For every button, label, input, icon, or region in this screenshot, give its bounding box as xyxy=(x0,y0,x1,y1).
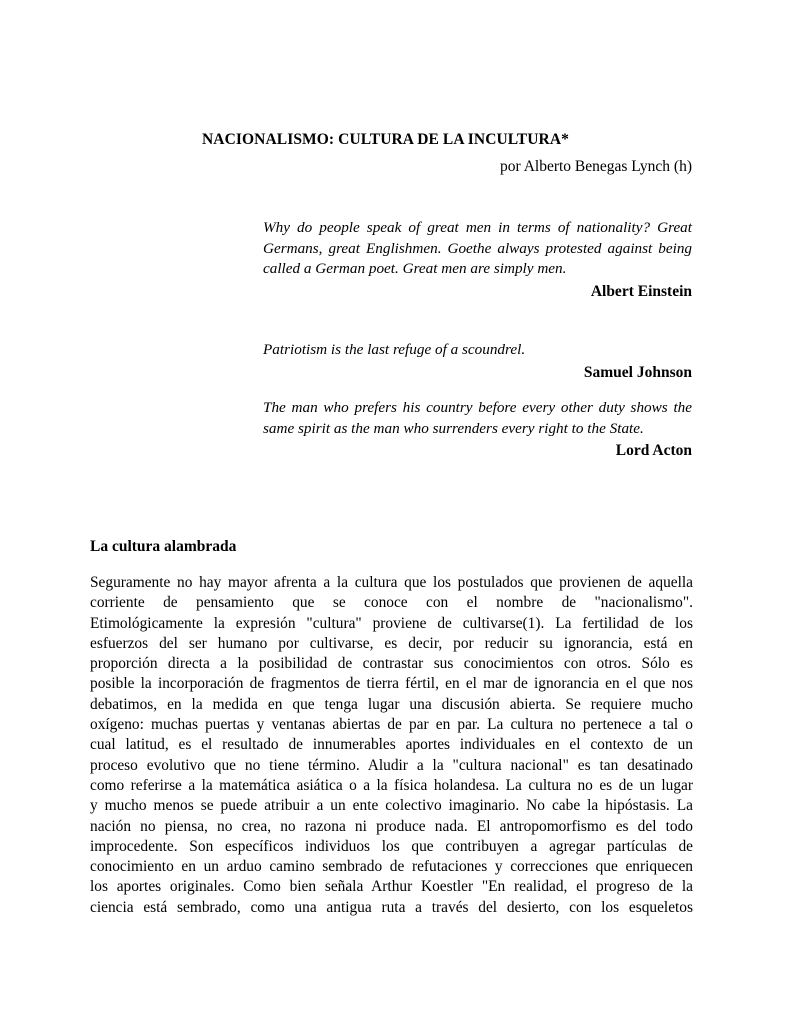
epigraph-acton xyxy=(263,398,692,461)
body-line: como referirse a la matemática asiática o a la física holandesa. La cultura no es de un lugar xyxy=(90,776,693,794)
epigraph-quote xyxy=(263,340,692,361)
section-heading: La cultura alambrada xyxy=(90,538,237,555)
body-line: posible la incorporación de fragmentos de tierra fértil, en el mar de ignorancia en el que nos xyxy=(90,675,693,693)
body-line: proporción directa a la posibilidad de contrastar sus conocimientos con otros. Sólo es xyxy=(90,655,693,673)
epigraph-author: Lord Acton xyxy=(615,442,692,459)
author-byline: por Alberto Benegas Lynch (h) xyxy=(500,158,692,175)
body-line: y mucho menos se puede atribuir a un ente colectivo imaginario. No cabe la hipóstasis. La xyxy=(90,797,693,815)
quote-line: against being called a German poet. Great men are simply xyxy=(263,239,693,277)
quote-line: the same spirit as the man who surrenders every right to the xyxy=(263,399,693,437)
quote-line: Patriotism is the last refuge of a scoundrel. xyxy=(263,341,526,358)
body-line: corriente de pensamiento que se conoce con el nombre de "nacionalismo". xyxy=(90,594,693,612)
body-line: ciencia está sembrado, como una antigua ruta a través del desierto, con los esqueletos xyxy=(90,898,693,916)
quote-line: Great Germans, great Englishmen. Goethe always protested xyxy=(263,219,692,257)
quote-line: The man who prefers his country before every other duty shows xyxy=(263,399,668,416)
quote-line: men. xyxy=(537,260,567,277)
body-line: improcedente. Son específicos individuos los que contribuyen a agregar partículas de xyxy=(90,837,693,855)
body-line: esfuerzos del ser humano por cultivarse, es decir, por reducir su ignorancia, está en xyxy=(90,634,693,652)
body-line: conocimiento en un arduo camino sembrado de refutaciones y correcciones que enriquecen xyxy=(90,858,693,876)
quote-line: Why do people speak of great men in terms of nationality? xyxy=(263,219,651,236)
body-line: oxígeno: muchas puertas y ventanas abiertas de par en par. La cultura no pertenece a tal o xyxy=(90,716,693,734)
body-line: Etimológicamente la expresión "cultura" proviene de cultivarse(1). La fertilidad de los xyxy=(90,614,693,632)
quote-line: State. xyxy=(609,419,644,437)
epigraph-quote xyxy=(263,218,692,280)
epigraph-johnson xyxy=(263,340,692,383)
body-line: debatimos, en la medida en que tenga lugar una discusión abierta. Se requiere mucho xyxy=(90,695,693,713)
body-line: nación no piensa, no crea, no razona ni produce nada. El antropomorfismo es del todo xyxy=(90,817,693,835)
epigraph-quote xyxy=(263,398,692,439)
document-title: NACIONALISMO: CULTURA DE LA INCULTURA* xyxy=(202,131,569,148)
epigraph-author: Albert Einstein xyxy=(590,282,692,300)
body-line: proceso evolutivo que no tiene término. Aludir a la "cultura nacional" es tan desatinado xyxy=(90,756,693,774)
body-line: los aportes originales. Como bien señala Arthur Koestler "En realidad, el progreso de la xyxy=(90,878,693,896)
body-line: Seguramente no hay mayor afrenta a la cultura que los postulados que provienen de aquella xyxy=(90,574,693,591)
epigraph-author: Samuel Johnson xyxy=(583,363,692,381)
body-paragraph xyxy=(90,573,693,918)
epigraph-einstein xyxy=(263,218,692,302)
body-line: cual latitud, es el resultado de innumerables aportes individuales en el contexto de un xyxy=(90,736,693,754)
